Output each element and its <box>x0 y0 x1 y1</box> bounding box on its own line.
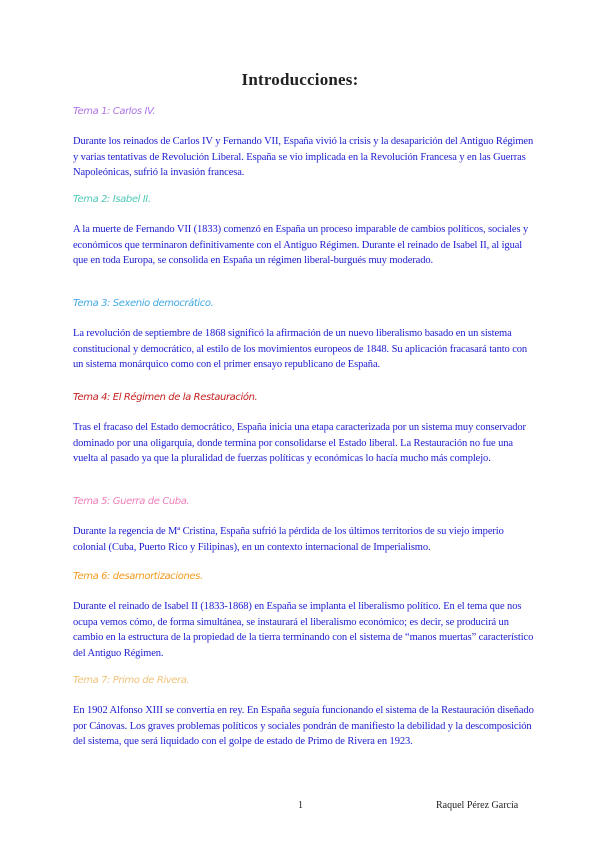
section-heading: Tema 5: Guerra de Cuba. <box>73 496 190 507</box>
section-heading: Tema 3: Sexenio democrático. <box>73 298 214 309</box>
section-tema-4 <box>73 392 535 467</box>
section-paragraph: Durante los reinados de Carlos IV y Fernando VII, España vivió la crisis y la desaparición del Antiguo Régimen y varias tentativas de Revolución Liberal. España se vio implicada en la Revolución Francesa y en las Guerras Napoleónicas, sufrió la invasión francesa. <box>73 136 534 179</box>
section-tema-2 <box>73 194 535 269</box>
page-number: 1 <box>298 800 303 811</box>
footer-author: Raquel Pérez García <box>436 800 519 811</box>
section-paragraph: Durante la regencia de Mª Cristina, España sufrió la pérdida de los últimos territorios de su viejo imperio colonial (Cuba, Puerto Rico y Filipinas), en un contexto internacional de Imperialismo. <box>73 526 504 553</box>
section-tema-6 <box>73 571 535 662</box>
section-tema-1 <box>73 106 535 181</box>
section-paragraph: Durante el reinado de Isabel II (1833-1868) en España se implanta el liberalismo político. En el tema que nos ocupa vemos cómo, de forma simultánea, se instaurará el liberalismo económico; es decir, se producirá un cambio en la estructura de la propiedad de la tierra terminando con el sistema de “manos muertas” característico del Antiguo Régimen. <box>73 601 534 660</box>
page-title: Introducciones: <box>241 70 359 89</box>
section-paragraph: En 1902 Alfonso XIII se convertía en rey. En España seguía funcionando el sistema de la Restauración diseñado por Cánovas. Los graves problemas políticos y sociales pondrán de manifiesto la debilidad y la descomposición del sistema, que será liquidado con el golpe de estado de Primo de Rivera en 1923. <box>73 705 534 748</box>
section-tema-7 <box>73 675 535 750</box>
section-heading: Tema 1: Carlos IV. <box>73 106 156 117</box>
section-heading: Tema 4: El Régimen de la Restauración. <box>73 392 258 403</box>
section-paragraph: La revolución de septiembre de 1868 significó la afirmación de un nuevo liberalismo basado en un sistema constitucional y democrático, al estilo de los movimientos europeos de 1848. Su aplicación fracasará tanto con un sistema monárquico como con el primer ensayo republicano de España. <box>73 328 528 371</box>
section-paragraph: A la muerte de Fernando VII (1833) comenzó en España un proceso imparable de cambios políticos, sociales y económicos que terminaron definitivamente con el Antiguo Régimen. Durante el reinado de Isabel II, al igual que en toda Europa, se consolida en España un régimen liberal-burgués muy moderado. <box>73 224 529 267</box>
section-heading: Tema 2: Isabel II. <box>73 194 151 205</box>
section-paragraph: Tras el fracaso del Estado democrático, España inicia una etapa caracterizada por un sistema muy conservador dominado por una oligarquía, donde termina por consolidarse el Estado liberal. La Restauración no fue una vuelta al pasado ya que la pluralidad de fuerzas políticas y económicas lo hacía mucho más complejo. <box>73 422 526 465</box>
section-tema-3 <box>73 298 535 373</box>
section-heading: Tema 6: desamortizaciones. <box>73 571 203 582</box>
section-heading: Tema 7: Primo de Rivera. <box>73 675 190 686</box>
section-tema-5 <box>73 496 535 555</box>
